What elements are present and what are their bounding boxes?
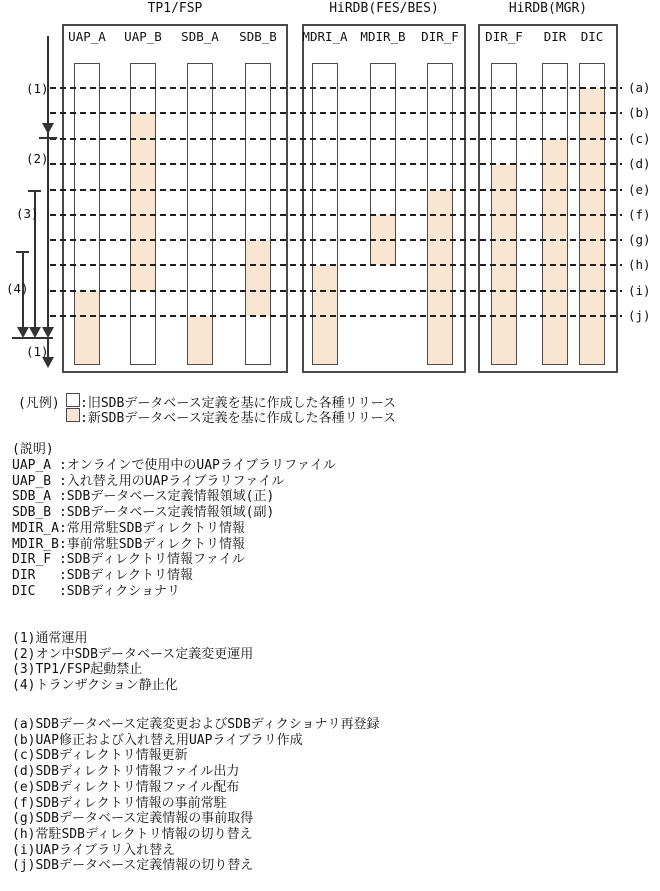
step-line-label-e: (e): [628, 182, 651, 197]
step-line-text-9: (j)SDBデータベース定義情報の切り替え: [12, 858, 254, 874]
phase-label-1: (2): [26, 151, 49, 166]
legend-swatch-old: [66, 393, 80, 407]
note-line-1: UAP_B :入れ替え用のUAPライブラリファイル: [12, 473, 285, 489]
timeline-main-line: [47, 36, 49, 328]
phase-line-1: (2)オン中SDBデータベース定義変更運用: [12, 646, 254, 662]
note-line-8: DIC :SDBディクショナリ: [12, 583, 180, 599]
step-line-f: [50, 214, 622, 216]
column-label-UAP_A: UAP_A: [68, 29, 106, 44]
bar-fill-new-release: [75, 291, 99, 364]
timeline-tick-phase2-start: [39, 137, 57, 139]
step-line-g: [50, 239, 622, 241]
phase-line-2: (3)TP1/FSP起動禁止: [12, 662, 143, 678]
step-line-label-c: (c): [628, 131, 651, 146]
step-line-e: [50, 189, 622, 191]
step-line-d: [50, 163, 622, 165]
step-line-text-5: (f)SDBディレクトリ情報の事前常駐: [12, 795, 227, 811]
step-line-i: [50, 290, 622, 292]
column-label-MDRI_A: MDRI_A: [302, 29, 348, 44]
step-line-label-h: (h): [628, 257, 651, 272]
timeline-arrowhead-phase1-end: [42, 123, 54, 134]
note-line-4: MDIR_A:常用常駐SDBディレクトリ情報: [12, 520, 245, 536]
legend-row-old: [0, 392, 660, 411]
bar-fill-new-release: [580, 88, 604, 364]
step-line-label-f: (f): [628, 207, 651, 222]
note-line-2: SDB_A :SDBデータベース定義情報領域(正): [12, 489, 275, 505]
column-label-DIR: DIR: [543, 29, 567, 44]
phase-line-0: (1)通常運用: [12, 631, 88, 646]
step-line-c: [50, 138, 622, 140]
legend-item-text: :新SDBデータベース定義を基に作成した各種リリース: [80, 411, 397, 426]
bar-fill-new-release: [428, 190, 452, 364]
step-line-label-b: (b): [628, 105, 651, 120]
legend-row-new: [0, 407, 660, 426]
bar-fill-new-release: [246, 240, 270, 316]
column-label-DIR_F: DIR_F: [421, 29, 459, 44]
step-line-j: [50, 315, 622, 317]
notes-title: (説明): [12, 442, 54, 457]
note-line-6: DIR_F :SDBディレクトリ情報ファイル: [12, 552, 245, 568]
step-line-b: [50, 112, 622, 114]
phase-label-2: (3): [16, 206, 39, 221]
note-line-3: SDB_B :SDBデータベース定義情報領域(副): [12, 505, 275, 521]
step-line-label-g: (g): [628, 232, 651, 247]
column-label-DIR_F: DIR_F: [485, 29, 523, 44]
column-label-SDB_A: SDB_A: [181, 29, 219, 44]
step-line-label-d: (d): [628, 156, 651, 171]
phase-label-3: (4): [6, 281, 29, 296]
group-title: HiRDB(FES/BES): [329, 1, 439, 16]
note-line-7: DIR :SDBディレクトリ情報: [12, 567, 193, 583]
step-line-text-7: (h)常駐SDBディレクトリ情報の切り替え: [12, 826, 253, 842]
step-line-text-0: (a)SDBデータベース定義変更およびSDBディクショナリ再登録: [12, 717, 380, 732]
group-title: TP1/FSP: [147, 1, 203, 16]
legend-item-text: :旧SDBデータベース定義を基に作成した各種リリース: [80, 396, 397, 411]
step-line-text-3: (d)SDBディレクトリ情報ファイル出力: [12, 764, 240, 780]
step-line-text-4: (e)SDBディレクトリ情報ファイル配布: [12, 779, 240, 795]
step-line-text-8: (i)UAPライブラリ入れ替え: [12, 842, 176, 858]
group-title: HiRDB(MGR): [508, 1, 588, 16]
phase-line-3: (4)トランザクション静止化: [12, 678, 178, 694]
column-label-DIC: DIC: [580, 29, 604, 44]
step-line-text-1: (b)UAP修正および入れ替え用UAPライブラリ作成: [12, 732, 303, 748]
bar-fill-new-release: [188, 316, 212, 364]
step-line-a: [50, 87, 622, 89]
column-label-MDIR_B: MDIR_B: [360, 29, 406, 44]
step-line-text-2: (c)SDBディレクトリ情報更新: [12, 748, 188, 764]
note-line-5: MDIR_B:事前常駐SDBディレクトリ情報: [12, 536, 245, 552]
phase-label-4: (1): [26, 344, 49, 359]
column-label-UAP_B: UAP_B: [124, 29, 162, 44]
step-line-label-i: (i): [628, 283, 651, 298]
bar-fill-new-release: [543, 139, 567, 364]
note-line-0: UAP_A :オンラインで使用中のUAPライブラリファイル: [12, 458, 336, 473]
phase-label-0: (1): [26, 81, 49, 96]
column-label-SDB_B: SDB_B: [239, 29, 277, 44]
legend-swatch-new: [66, 408, 80, 422]
step-line-label-a: (a): [628, 80, 651, 95]
step-line-label-j: (j): [628, 308, 651, 323]
diagram-canvas: [0, 0, 660, 380]
legend-title: (凡例): [18, 396, 60, 411]
step-line-text-6: (g)SDBデータベース定義情報の事前取得: [12, 811, 254, 827]
step-line-h: [50, 264, 622, 266]
